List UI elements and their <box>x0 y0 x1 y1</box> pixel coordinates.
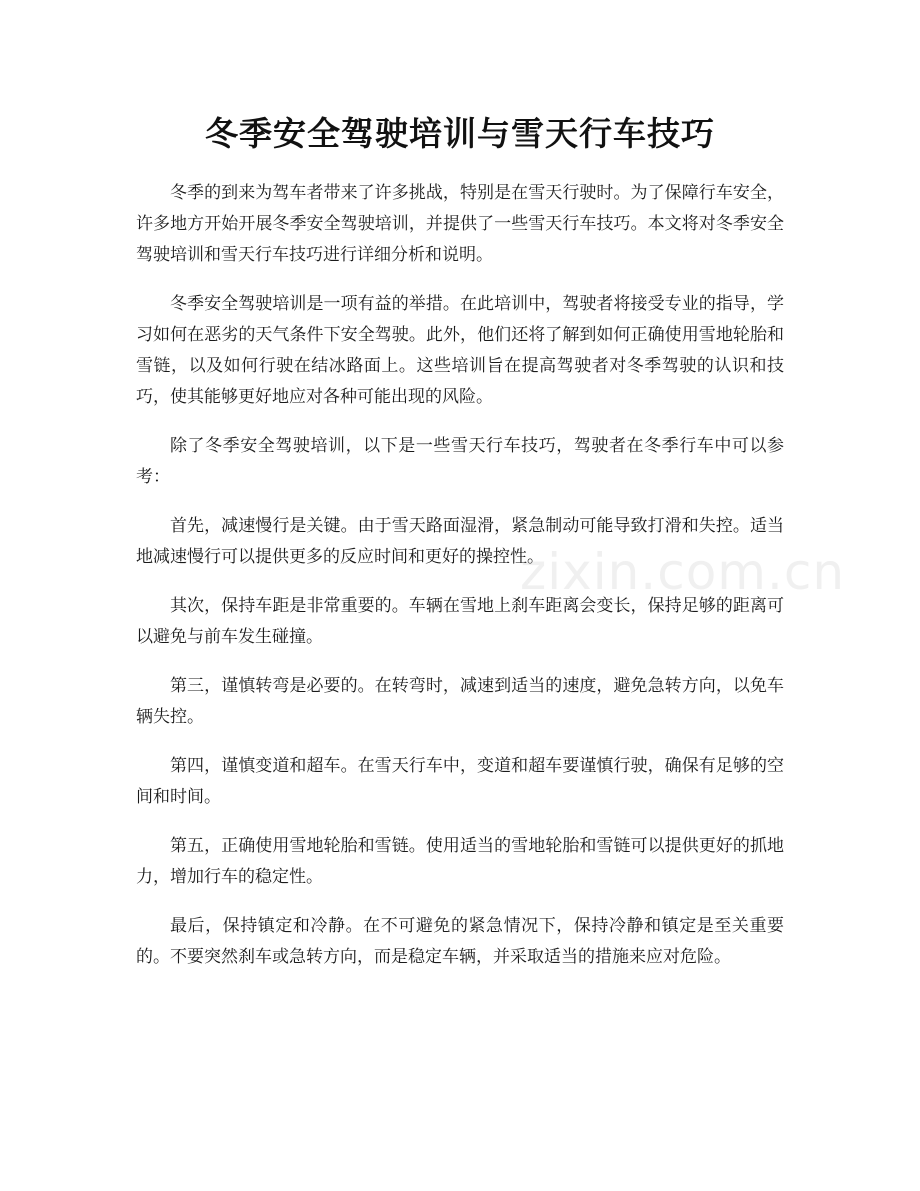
paragraph-tip-stay-calm: 最后，保持镇定和冷静。在不可避免的紧急情况下，保持冷静和镇定是至关重要的。不要突然刹车或急转方向，而是稳定车辆，并采取适当的措施来应对危险。 <box>136 916 784 967</box>
paragraph-tip-slow-down: 首先，减速慢行是关键。由于雪天路面湿滑，紧急制动可能导致打滑和失控。适当地减速慢行可以提供更多的反应时间和更好的操控性。 <box>136 516 784 567</box>
paragraph-intro: 冬季的到来为驾车者带来了许多挑战，特别是在雪天行驶时。为了保障行车安全，许多地方开始开展冬季安全驾驶培训，并提供了一些雪天行车技巧。本文将对冬季安全驾驶培训和雪天行车技巧进行详细分析和说明。 <box>136 183 784 265</box>
paragraph-tip-tires-chains: 第五，正确使用雪地轮胎和雪链。使用适当的雪地轮胎和雪链可以提供更好的抓地力，增加行车的稳定性。 <box>136 836 784 887</box>
paragraph-training: 冬季安全驾驶培训是一项有益的举措。在此培训中，驾驶者将接受专业的指导，学习如何在恶劣的天气条件下安全驾驶。此外，他们还将了解到如何正确使用雪地轮胎和雪链，以及如何行驶在结冰路面上。这些培训旨在提高驾驶者对冬季驾驶的认识和技巧，使其能够更好地应对各种可能出现的风险。 <box>136 294 784 407</box>
page-title: 冬季安全驾驶培训与雪天行车技巧 <box>205 114 715 153</box>
paragraph-tip-lane-change: 第四，谨慎变道和超车。在雪天行车中，变道和超车要谨慎行驶，确保有足够的空间和时间。 <box>136 756 784 807</box>
paragraph-tip-distance: 其次，保持车距是非常重要的。车辆在雪地上刹车距离会变长，保持足够的距离可以避免与前车发生碰撞。 <box>136 596 784 647</box>
watermark: zixin.com.cn <box>520 543 846 601</box>
paragraph-tip-turning: 第三，谨慎转弯是必要的。在转弯时，减速到适当的速度，避免急转方向，以免车辆失控。 <box>136 676 784 727</box>
paragraph-tips-intro: 除了冬季安全驾驶培训，以下是一些雪天行车技巧，驾驶者在冬季行车中可以参考： <box>136 436 784 487</box>
